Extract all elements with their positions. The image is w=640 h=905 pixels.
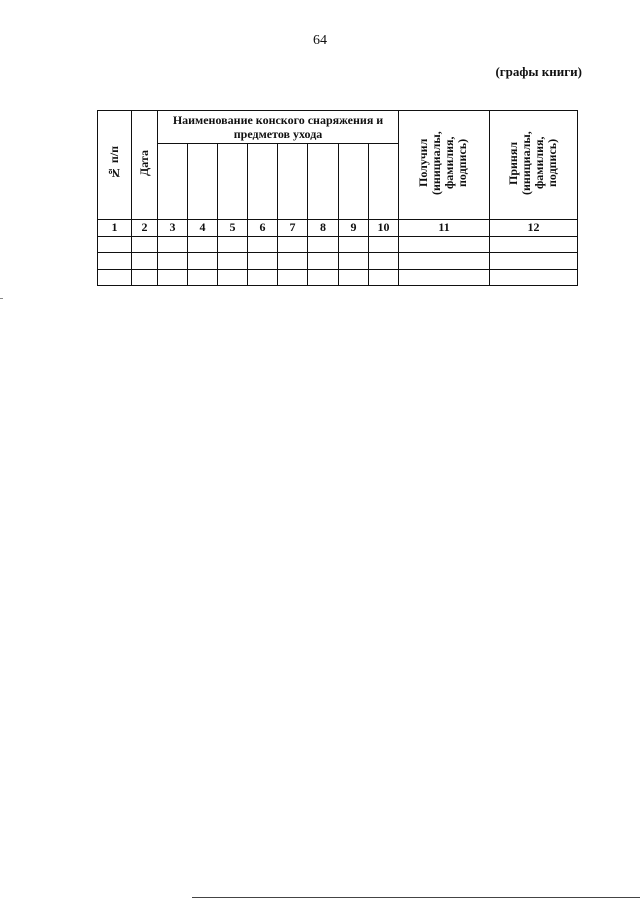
- column-number: 6: [248, 220, 278, 236]
- column-number: 1: [98, 220, 132, 236]
- equipment-subcol: [188, 143, 218, 219]
- table-row: [98, 269, 578, 285]
- column-number: 3: [158, 220, 188, 236]
- equipment-subcol: [308, 143, 339, 219]
- equipment-subcol: [369, 143, 399, 219]
- table-row: [98, 253, 578, 269]
- column-number: 7: [278, 220, 308, 236]
- header-accepted-label: Принял (инициалы, фамилия, подпись): [505, 131, 559, 195]
- column-number: 5: [218, 220, 248, 236]
- header-date: [132, 111, 158, 220]
- columns-note: (графы книги): [495, 64, 582, 79]
- header-date-label: Дата: [137, 150, 151, 177]
- equipment-subcol: [218, 143, 248, 219]
- header-received-label: Получил (инициалы, фамилия, подпись): [416, 131, 470, 195]
- header-no: [98, 111, 132, 220]
- equipment-subcol: [158, 143, 188, 219]
- column-number: 9: [339, 220, 369, 236]
- column-number: 12: [490, 220, 578, 236]
- column-number: 10: [369, 220, 399, 236]
- book-columns-table: [97, 110, 578, 286]
- column-number: 2: [132, 220, 158, 236]
- table-row: [98, 236, 578, 252]
- equipment-subcol: [278, 143, 308, 219]
- header-accepted: [490, 111, 578, 220]
- column-number: 11: [399, 220, 490, 236]
- column-number: 8: [308, 220, 339, 236]
- column-number: 4: [188, 220, 218, 236]
- scan-mark: [0, 298, 3, 299]
- equipment-subcol: [339, 143, 369, 219]
- page-number: 64: [313, 33, 327, 48]
- header-received: [399, 111, 490, 220]
- column-number-row: [98, 220, 578, 236]
- equipment-subcol: [248, 143, 278, 219]
- header-no-label: № п/п: [107, 145, 121, 181]
- header-equipment-group: Наименование конского снаряжения и предметов ухода: [158, 111, 399, 144]
- page-bottom-rule: [192, 897, 640, 898]
